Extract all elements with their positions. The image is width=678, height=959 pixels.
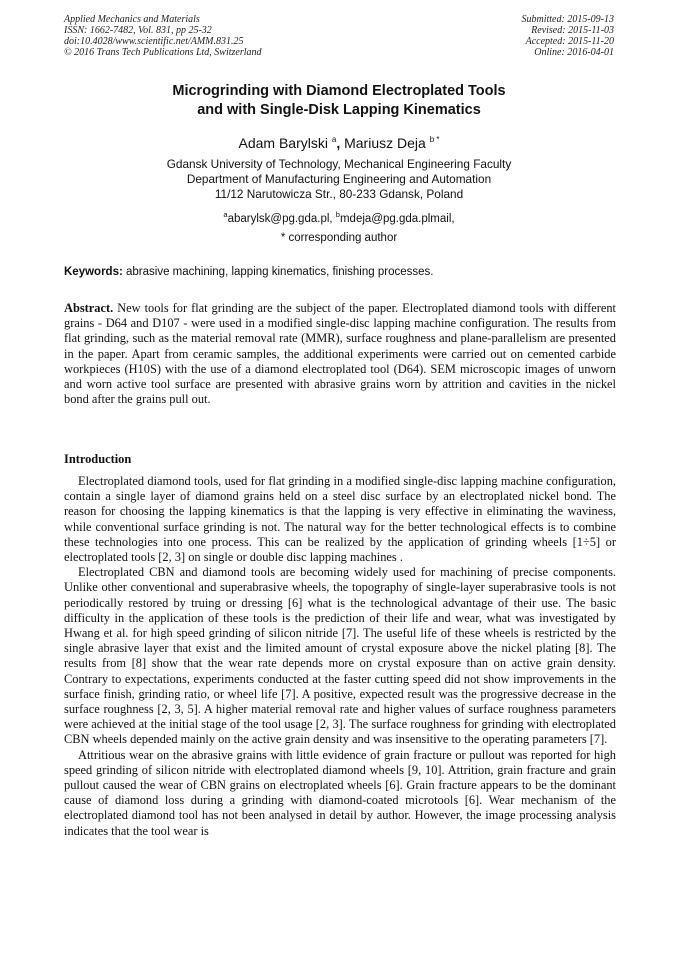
intro-paragraph-2: Electroplated CBN and diamond tools are becoming widely used for machining of precise components. Unlike other conventional and superabrasive wheels, the topography of single-layer superabrasive tools is not periodically restored by truing or dressing [6] what is the technological advantage of their use. The basic difficulty in the application of these tools is the prediction of their life and wear, what was investigated by Hwang et al. for high speed grinding of silicon nitride [7]. The useful life of these wheels is restricted by the single abrasive layer that exist and the limited amount of crystal exposure above the nickel plating [8]. The results from [8] show that the wear rate depends more on crystal exposure than on active grain density. Contrary to expectations, experiments conducted at the faster cutting speed did not show improvements in the surface finish, grinding ratio, or wheel life [7]. A positive, expected result was the progressive decrease in the surface roughness [2, 3, 5]. A higher material removal rate and higher values of surface roughness parameters were achieved at the initial stage of the tool usage [2, 3]. The surface roughness for grinding with electroplated CBN wheels depended mainly on the active grain density and was insensitive to the operating parameters [7]. (64, 565, 616, 747)
journal-copyright: © 2016 Trans Tech Publications Ltd, Switzerland (64, 47, 262, 58)
intro-paragraph-3: Attritious wear on the abrasive grains with little evidence of grain fracture or pullout was reported for high speed grinding of silicon nitride with electroplated diamond wheels [9, 10]. Attrition, grain fracture and grain pullout caused the wear of CBN grains on electroplated wheels [6]. Grain fracture appears to be the dominant cause of diamond loss during a grinding with diamond-coated microtools [6]. Wear mechanism of the electroplated diamond tool has not been analysed in detail by author. However, the image processing analysis indicates that the tool wear is (64, 747, 616, 838)
journal-issn: ISSN: 1662-7482, Vol. 831, pp 25-32 (64, 25, 212, 36)
author-separator: , (336, 135, 345, 151)
email-a: abarylsk@pg.gda.pl, (227, 213, 336, 225)
author-1: Adam Barylski (238, 135, 328, 151)
date-revised: Revised: 2015-11-03 (531, 25, 614, 36)
journal-info (64, 14, 262, 58)
date-submitted: Submitted: 2015-09-13 (521, 14, 614, 25)
paper-title (64, 82, 614, 120)
affiliation-line-2: Department of Manufacturing Engineering and Automation (186, 172, 492, 186)
submission-dates (522, 14, 615, 58)
email-b: mdeja@pg.gda.plmail, (339, 213, 455, 225)
author-2-sup: b * (429, 135, 440, 144)
date-accepted: Accepted: 2015-11-20 (525, 36, 614, 47)
email-addresses (64, 208, 614, 226)
keywords (64, 265, 616, 279)
section-heading-introduction: Introduction (64, 452, 132, 466)
abstract-label: Abstract. (64, 301, 114, 315)
author-2: Mariusz Deja (344, 135, 426, 151)
introduction-body (64, 474, 616, 839)
corresponding-author-note: * corresponding author (280, 232, 398, 244)
affiliation (64, 157, 614, 202)
email-b-sup: b (335, 210, 340, 219)
author-1-sup: a (331, 135, 337, 144)
title-line-1: Microgrinding with Diamond Electroplated Tools (172, 83, 506, 99)
affiliation-line-3: 11/12 Narutowicza Str., 80-233 Gdansk, Poland (214, 187, 464, 201)
email-a-sup: a (223, 210, 228, 219)
date-online: Online: 2016-04-01 (534, 47, 614, 58)
intro-paragraph-1: Electroplated diamond tools, used for flat grinding in a modified single-disc lapping machine configuration, contain a single layer of diamond grains held on a steel disc surface by an electroplated nickel bond. The reason for choosing the lapping kinematics is that the lapping is very effective in eliminating the waviness, while conventional surface grinding is not. The natural way for the better technological effects is to combine these technologies into one process. This can be realized by the application of grinding wheels [1÷5] or electroplated tools [2, 3] on single or double disc lapping machines . (64, 474, 616, 565)
journal-name: Applied Mechanics and Materials (64, 14, 200, 25)
title-line-2: and with Single-Disk Lapping Kinematics (197, 102, 481, 118)
author-list (64, 131, 614, 152)
abstract (64, 301, 616, 407)
keywords-text: abrasive machining, lapping kinematics, finishing processes. (122, 266, 434, 278)
affiliation-line-1: Gdansk University of Technology, Mechanical Engineering Faculty (166, 157, 512, 171)
journal-doi: doi:10.4028/www.scientific.net/AMM.831.25 (64, 36, 244, 47)
abstract-text: New tools for flat grinding are the subject of the paper. Electroplated diamond tools with different grains - D64 and D107 - were used in a modified single-disc lapping machine configuration. The results from flat grinding, such as the material removal rate (MMR), surface roughness and plane-parallelism are presented in the paper. Apart from ceramic samples, the additional experiments were carried out on cemented carbide workpieces (H10S) with the use of a diamond electroplated tool (D64). SEM microscopic images of unworn and worn active tool surface are presented with abrasive grains worn by attrition and cavities in the nickel bond after the grains pull out. (64, 301, 616, 407)
keywords-label: Keywords: (64, 266, 123, 278)
